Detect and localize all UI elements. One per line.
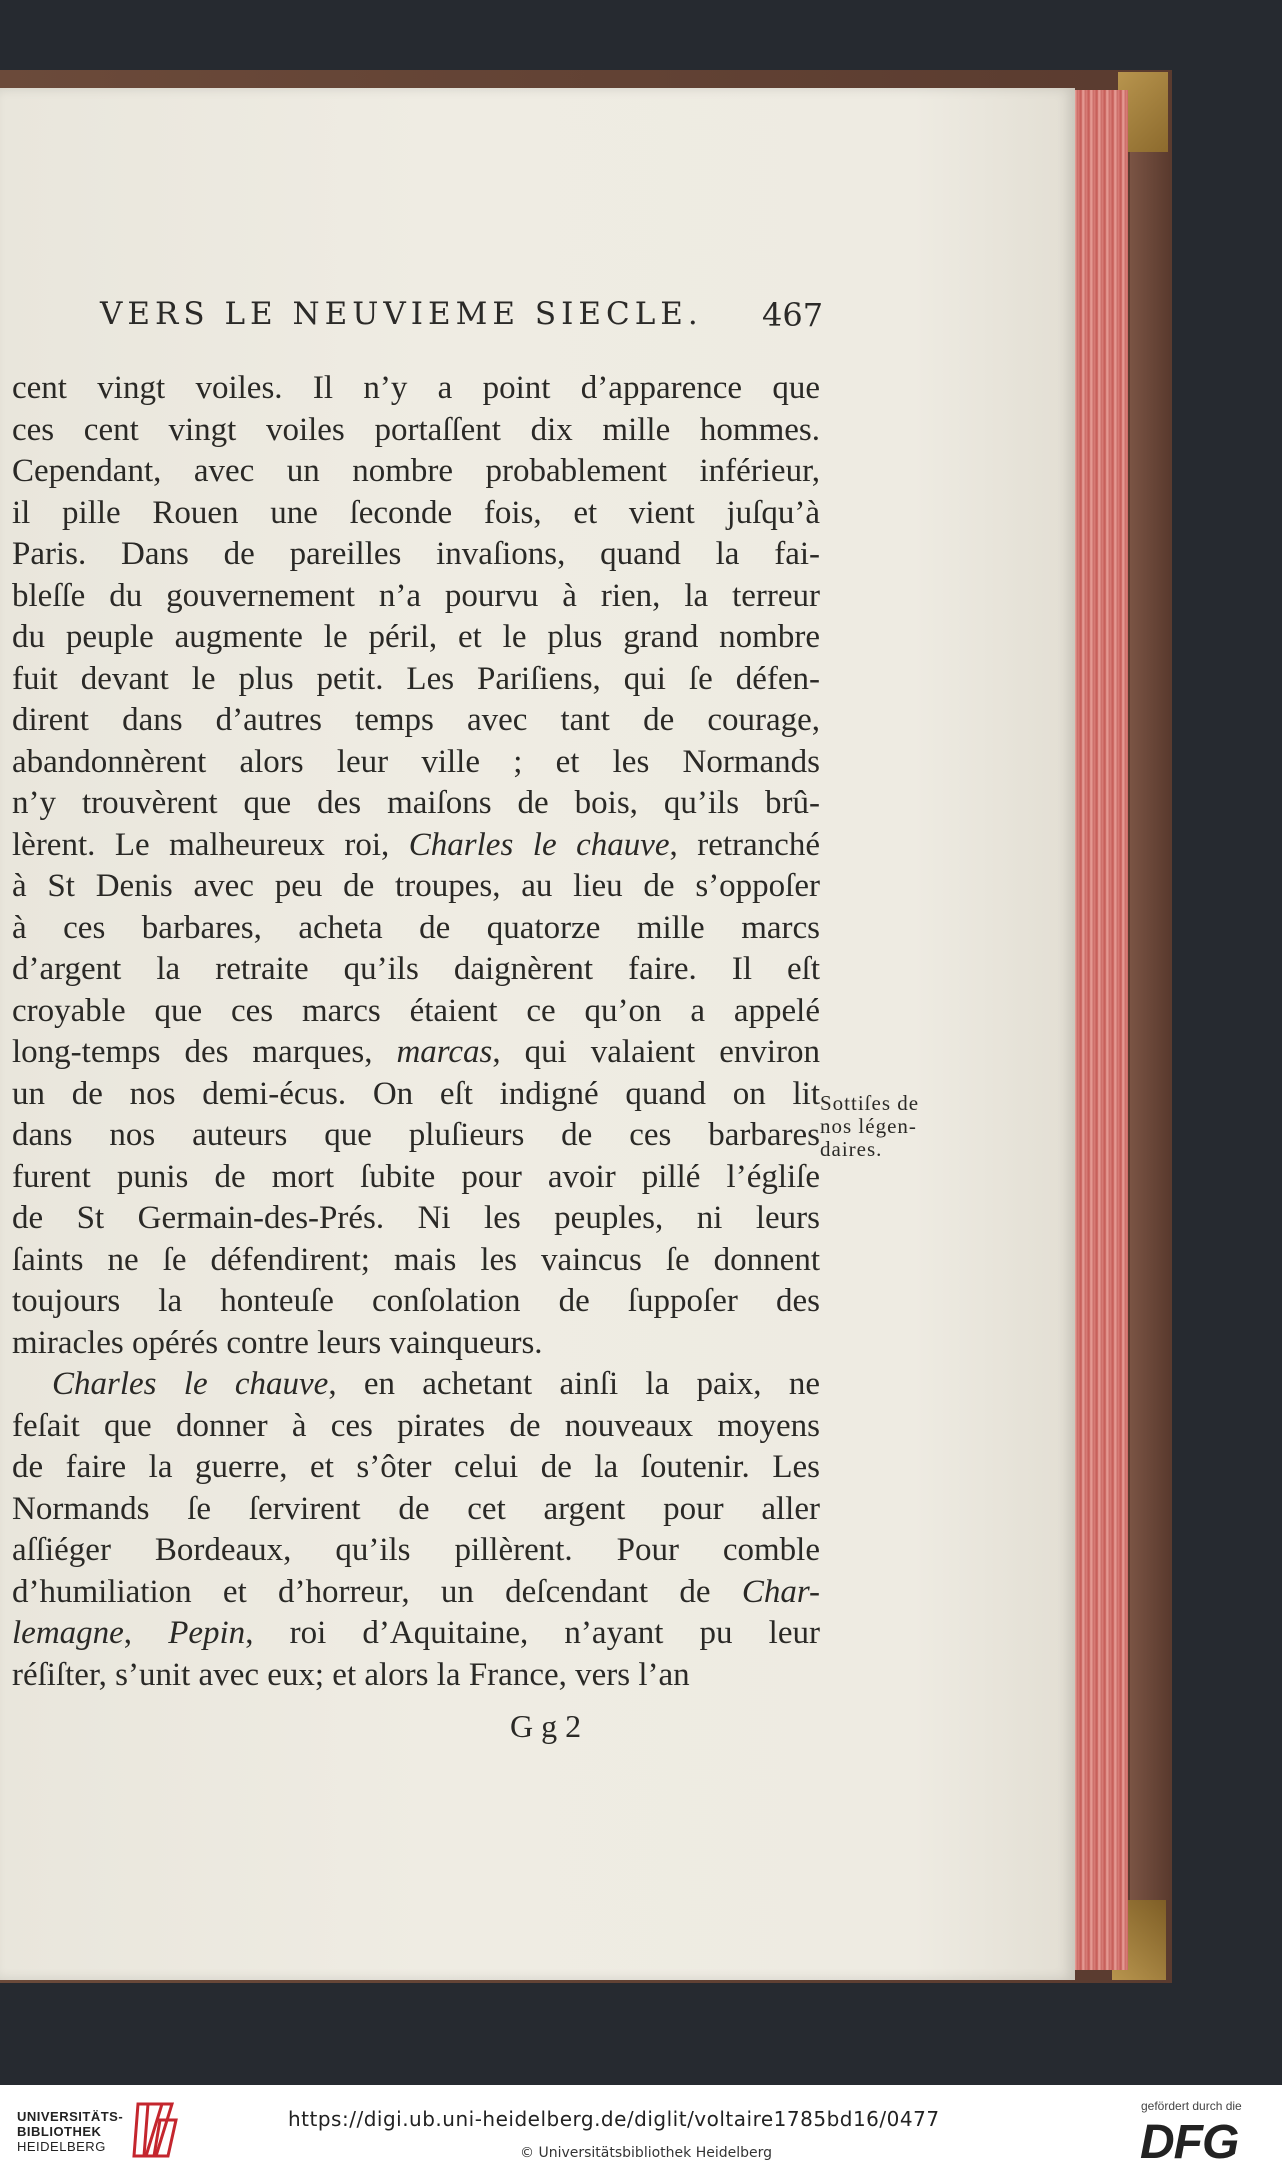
text-line <box>12 991 820 1033</box>
marginal-note-line: daires. <box>820 1137 883 1161</box>
text-segment: croyable que ces marcs étaient ce qu’on a appelé <box>12 992 820 1029</box>
text-segment: fuit devant le plus petit. Les Pariſiens, qui ſe défen- <box>12 660 820 697</box>
text-segment: à St Denis avec peu de troupes, au lieu de s’oppoſer <box>12 868 820 904</box>
text-line <box>12 949 820 991</box>
text-segment: de St Germain-des-Prés. Ni les peuples, ni leurs <box>12 1200 820 1236</box>
italic-text: lemagne <box>12 1615 124 1651</box>
text-segment: du peuple augmente le péril, et le plus grand nombre <box>12 619 820 655</box>
text-segment: feſait que donner à ces pirates de nouveaux moyens <box>12 1407 820 1444</box>
permalink-url[interactable]: https://digi.ub.uni-heidelberg.de/diglit/voltaire1785bd16/0477 <box>288 2107 940 2131</box>
text-line <box>12 1032 820 1074</box>
text-segment: lèrent. Le malheureux roi, <box>12 826 409 863</box>
text-segment: Normands ſe ſervirent de cet argent pour aller <box>12 1490 820 1527</box>
text-segment: de faire la guerre, et s’ôter celui de la ſoutenir. Les <box>12 1449 820 1485</box>
text-line <box>12 410 820 452</box>
text-line <box>12 700 820 742</box>
text-segment: abandonnèrent alors leur ville ; et les Normands <box>12 743 820 780</box>
text-segment: aſſiéger Bordeaux, qu’ils pillèrent. Pour comble <box>12 1532 820 1568</box>
copyright-notice: © Universitätsbibliothek Heidelberg <box>520 2145 773 2161</box>
library-name-line: UNIVERSITÄTS- <box>17 2109 124 2124</box>
text-line <box>12 1115 820 1157</box>
text-segment: miracles opérés contre leurs vainqueurs. <box>12 1324 543 1361</box>
text-line <box>12 1655 820 1697</box>
text-segment: , roi d’Aquitaine, n’ayant pu leur <box>245 1615 820 1651</box>
text-segment: n’y trouvèrent que des maiſons de bois, qu’ils brû- <box>12 785 820 821</box>
text-segment: , en achetant ainſi la paix, ne <box>328 1366 820 1402</box>
text-line <box>12 1198 820 1240</box>
text-line <box>12 493 820 535</box>
text-segment: bleſſe du gouvernement n’a pourvu à rien, la terreur <box>12 577 820 614</box>
text-segment: long-temps des marques, <box>12 1034 397 1070</box>
text-line <box>12 534 820 576</box>
text-segment: , <box>123 1615 169 1651</box>
text-line <box>12 742 820 784</box>
text-line <box>12 1530 820 1572</box>
library-name-line: HEIDELBERG <box>17 2139 106 2154</box>
text-line <box>12 783 820 825</box>
text-segment: Cependant, avec un nombre probablement inférieur, <box>12 453 820 489</box>
text-segment: dans nos auteurs que pluſieurs de ces barbares <box>12 1117 820 1153</box>
text-segment: à ces barbares, acheta de quatorze mille marcs <box>12 909 820 946</box>
text-line <box>12 866 820 908</box>
marginal-note <box>820 1092 970 1161</box>
text-segment: dirent dans d’autres temps avec tant de courage, <box>12 702 820 738</box>
text-line <box>12 825 820 867</box>
body-text <box>12 368 820 1696</box>
text-segment: ſaints ne ſe défendirent; mais les vaincus ſe donnent <box>12 1241 820 1278</box>
italic-text: Char- <box>741 1573 820 1610</box>
text-segment: , qui valaient environ <box>492 1034 820 1070</box>
text-line <box>12 1157 820 1199</box>
page-number: 467 <box>762 296 824 334</box>
text-segment: furent punis de mort ſubite pour avoir pillé l’égliſe <box>12 1158 820 1195</box>
text-segment: d’humiliation et d’horreur, un deſcendant de <box>12 1573 742 1610</box>
library-logo-text[interactable] <box>17 2109 123 2154</box>
text-line <box>12 1364 820 1406</box>
library-logo-icon <box>132 2100 178 2160</box>
text-segment: , retranché <box>669 826 820 863</box>
italic-text: Charles le chauve <box>408 826 670 863</box>
marginal-note-line: Sottiſes de <box>820 1091 920 1115</box>
marginal-note-line: nos légen- <box>820 1114 917 1138</box>
text-line <box>12 1613 820 1655</box>
page-edges-red <box>1068 90 1128 1970</box>
text-segment: cent vingt voiles. Il n’y a point d’apparence que <box>12 370 820 406</box>
dfg-logo[interactable]: DFG <box>1140 2116 1239 2169</box>
text-line <box>12 617 820 659</box>
text-line <box>12 1323 820 1365</box>
text-line <box>12 1447 820 1489</box>
book-cover-edge <box>1130 150 1170 1900</box>
text-segment: un de nos demi-écus. On eſt indigné quand on lit <box>12 1075 820 1112</box>
text-segment: ces cent vingt voiles portaſſent dix mille hommes. <box>12 411 820 448</box>
text-line <box>12 368 820 410</box>
text-line <box>12 1572 820 1614</box>
text-line <box>12 451 820 493</box>
italic-text: Pepin <box>168 1615 246 1651</box>
text-line <box>12 659 820 701</box>
text-line <box>12 1489 820 1531</box>
library-name-line: BIBLIOTHEK <box>17 2124 102 2139</box>
text-line <box>12 1074 820 1116</box>
footer-bar <box>0 2085 1282 2175</box>
text-line <box>12 576 820 618</box>
text-segment: toujours la honteuſe conſolation de ſuppoſer des <box>12 1283 820 1319</box>
text-line <box>12 1406 820 1448</box>
text-line <box>12 1281 820 1323</box>
funder-caption: gefördert durch die <box>1141 2099 1242 2113</box>
italic-text: marcas <box>396 1034 493 1070</box>
italic-text: Charles le chauve <box>52 1366 329 1402</box>
text-segment: d’argent la retraite qu’ils daignèrent faire. Il eſt <box>12 951 820 987</box>
text-segment: réſiſter, s’unit avec eux; et alors la France, vers l’an <box>12 1656 690 1693</box>
text-line <box>12 1240 820 1282</box>
text-segment: il pille Rouen une ſeconde fois, et vient juſqu’à <box>12 494 820 531</box>
text-segment: Paris. Dans de pareilles invaſions, quand la fai- <box>12 536 820 572</box>
text-line <box>12 908 820 950</box>
signature-mark: Gg2 <box>510 1708 590 1744</box>
running-title: VERS LE NEUVIEME SIECLE. <box>100 296 703 332</box>
